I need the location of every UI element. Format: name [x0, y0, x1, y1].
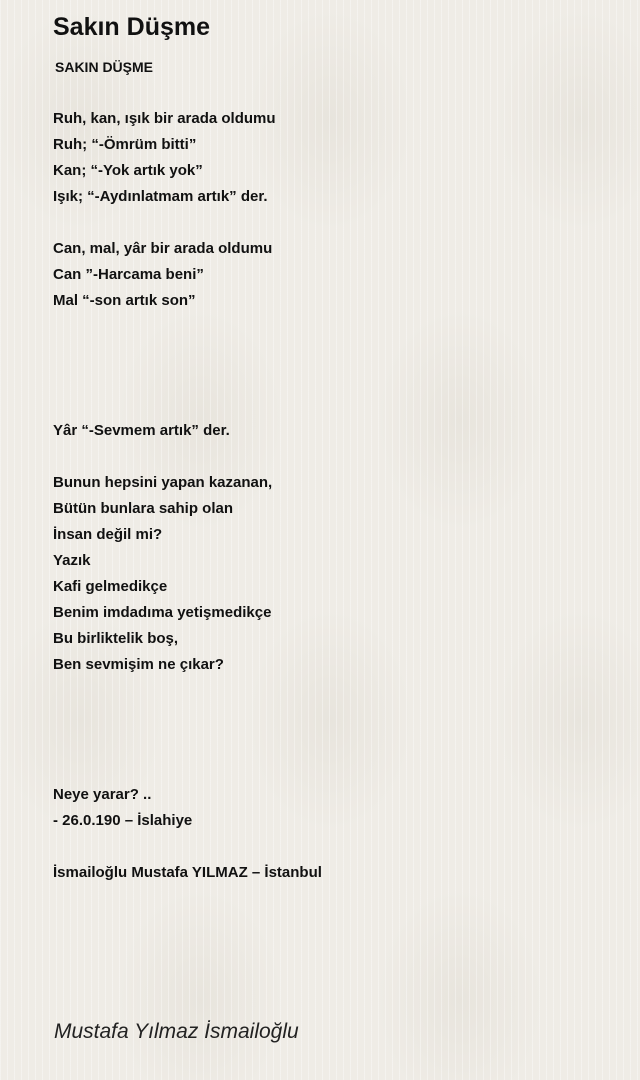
poem-line — [53, 340, 322, 366]
poem-title: Sakın Düşme — [53, 13, 211, 41]
poem-line — [53, 80, 322, 106]
poem-line: Can ”-Harcama beni” — [53, 266, 204, 283]
poem-line: Bu birliktelik boş, — [53, 630, 179, 647]
poem-line: Kafi gelmedikçe — [53, 578, 168, 595]
poem-line: - 26.0.190 – İslahiye — [53, 812, 193, 829]
poem-line — [53, 678, 322, 704]
poem-line: Kan; “-Yok artık yok” — [53, 162, 203, 179]
poem-line: Bütün bunlara sahip olan — [53, 500, 234, 517]
poem-line — [53, 392, 322, 418]
poem-line: Ruh; “-Ömrüm bitti” — [53, 136, 197, 153]
poem-author: Mustafa Yılmaz İsmailoğlu — [54, 1020, 299, 1043]
poem-line — [53, 704, 322, 730]
poem-line: Ben sevmişim ne çıkar? — [53, 656, 224, 673]
poem-line — [53, 314, 322, 340]
poem-line — [53, 210, 322, 236]
poem-line: İsmailoğlu Mustafa YILMAZ – İstanbul — [53, 864, 322, 881]
poem-line: Neye yarar? .. — [53, 786, 152, 803]
poem-line: SAKIN DÜŞME — [55, 59, 154, 75]
poem-line: Can, mal, yâr bir arada oldumu — [53, 240, 273, 257]
poem-line: Mal “-son artık son” — [53, 292, 196, 309]
poem-line: İnsan değil mi? — [53, 526, 163, 543]
poem-line: Ruh, kan, ışık bir arada oldumu — [53, 110, 276, 127]
poem-line: Benim imdadıma yetişmedikçe — [53, 604, 272, 621]
poem-line — [53, 730, 322, 756]
poem-line: Işık; “-Aydınlatmam artık” der. — [53, 188, 268, 205]
poem-body — [53, 54, 322, 886]
poem-line — [53, 366, 322, 392]
poem-line — [53, 444, 322, 470]
poem-line: Yazık — [53, 552, 91, 569]
poem-line: Bunun hepsini yapan kazanan, — [53, 474, 273, 491]
poem-line — [53, 756, 322, 782]
poem-line: Yâr “-Sevmem artık” der. — [53, 422, 230, 439]
poem-line — [53, 834, 322, 860]
